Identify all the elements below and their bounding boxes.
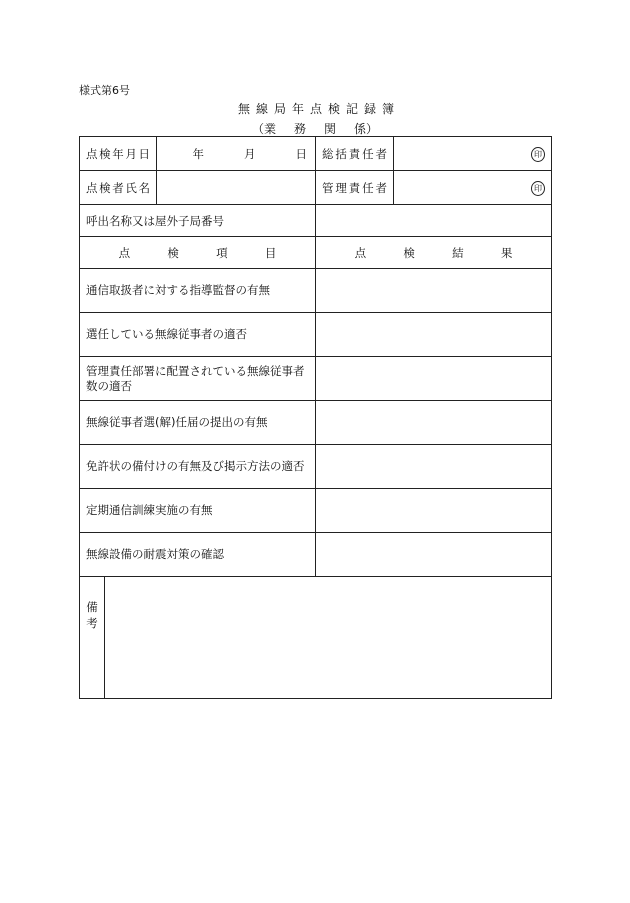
- table-row: [80, 489, 552, 533]
- column-header-row: [80, 237, 552, 269]
- callsign-label: 呼出名称又は屋外子局番号: [80, 205, 316, 237]
- inspection-date-label: 点 検 年 月 日: [80, 137, 157, 171]
- table-row: [80, 445, 552, 489]
- result-column-header: 点 検 結 果: [316, 237, 552, 269]
- inspection-result-field[interactable]: [316, 445, 552, 489]
- inspection-item: 通信取扱者に対する指導監督の有無: [80, 269, 316, 313]
- inspection-item: 無線従事者選(解)任届の提出の有無: [80, 401, 316, 445]
- inspection-item: 定期通信訓練実施の有無: [80, 489, 316, 533]
- inspection-result-field[interactable]: [316, 533, 552, 577]
- inspector-name-field[interactable]: [157, 171, 316, 205]
- inspection-result-field[interactable]: [316, 313, 552, 357]
- form-number: 様式第6号: [79, 84, 130, 97]
- administrative-manager-field[interactable]: [394, 171, 552, 205]
- inspector-name-label: 点 検 者 氏 名: [80, 171, 157, 205]
- inspection-item: 管理責任部署に配置されている無線従事者数の適否: [80, 357, 316, 401]
- notes-field[interactable]: [105, 577, 551, 698]
- inspection-item: 免許状の備付けの有無及び掲示方法の適否: [80, 445, 316, 489]
- header-row-inspector: [80, 171, 552, 205]
- inspection-item: 選任している無線従事者の適否: [80, 313, 316, 357]
- item-column-header: 点 検 項 目: [80, 237, 316, 269]
- inspection-result-field[interactable]: [316, 489, 552, 533]
- table-row: [80, 533, 552, 577]
- inspection-result-field[interactable]: [316, 357, 552, 401]
- table-row: [80, 313, 552, 357]
- header-row-date: [80, 137, 552, 171]
- notes-row: [80, 577, 552, 699]
- inspection-result-field[interactable]: [316, 401, 552, 445]
- administrative-manager-label: 管 理 責 任 者: [316, 171, 394, 205]
- inspection-item: 無線設備の耐震対策の確認: [80, 533, 316, 577]
- inspection-result-field[interactable]: [316, 269, 552, 313]
- seal-icon: 印: [531, 181, 545, 196]
- general-manager-field[interactable]: [394, 137, 552, 171]
- inspection-record-table: [79, 136, 552, 699]
- callsign-field[interactable]: [316, 205, 552, 237]
- callsign-row: [80, 205, 552, 237]
- seal-icon: 印: [531, 147, 545, 162]
- page-title: 無線局年点検記録簿: [237, 102, 400, 116]
- table-row: [80, 357, 552, 401]
- notes-cell: [80, 577, 552, 699]
- notes-label: 備 考: [80, 577, 105, 698]
- table-row: [80, 269, 552, 313]
- page-subtitle: （業 務 関 係）: [251, 122, 379, 136]
- inspection-date-field[interactable]: 年 月 日: [157, 137, 316, 171]
- table-row: [80, 401, 552, 445]
- general-manager-label: 総 括 責 任 者: [316, 137, 394, 171]
